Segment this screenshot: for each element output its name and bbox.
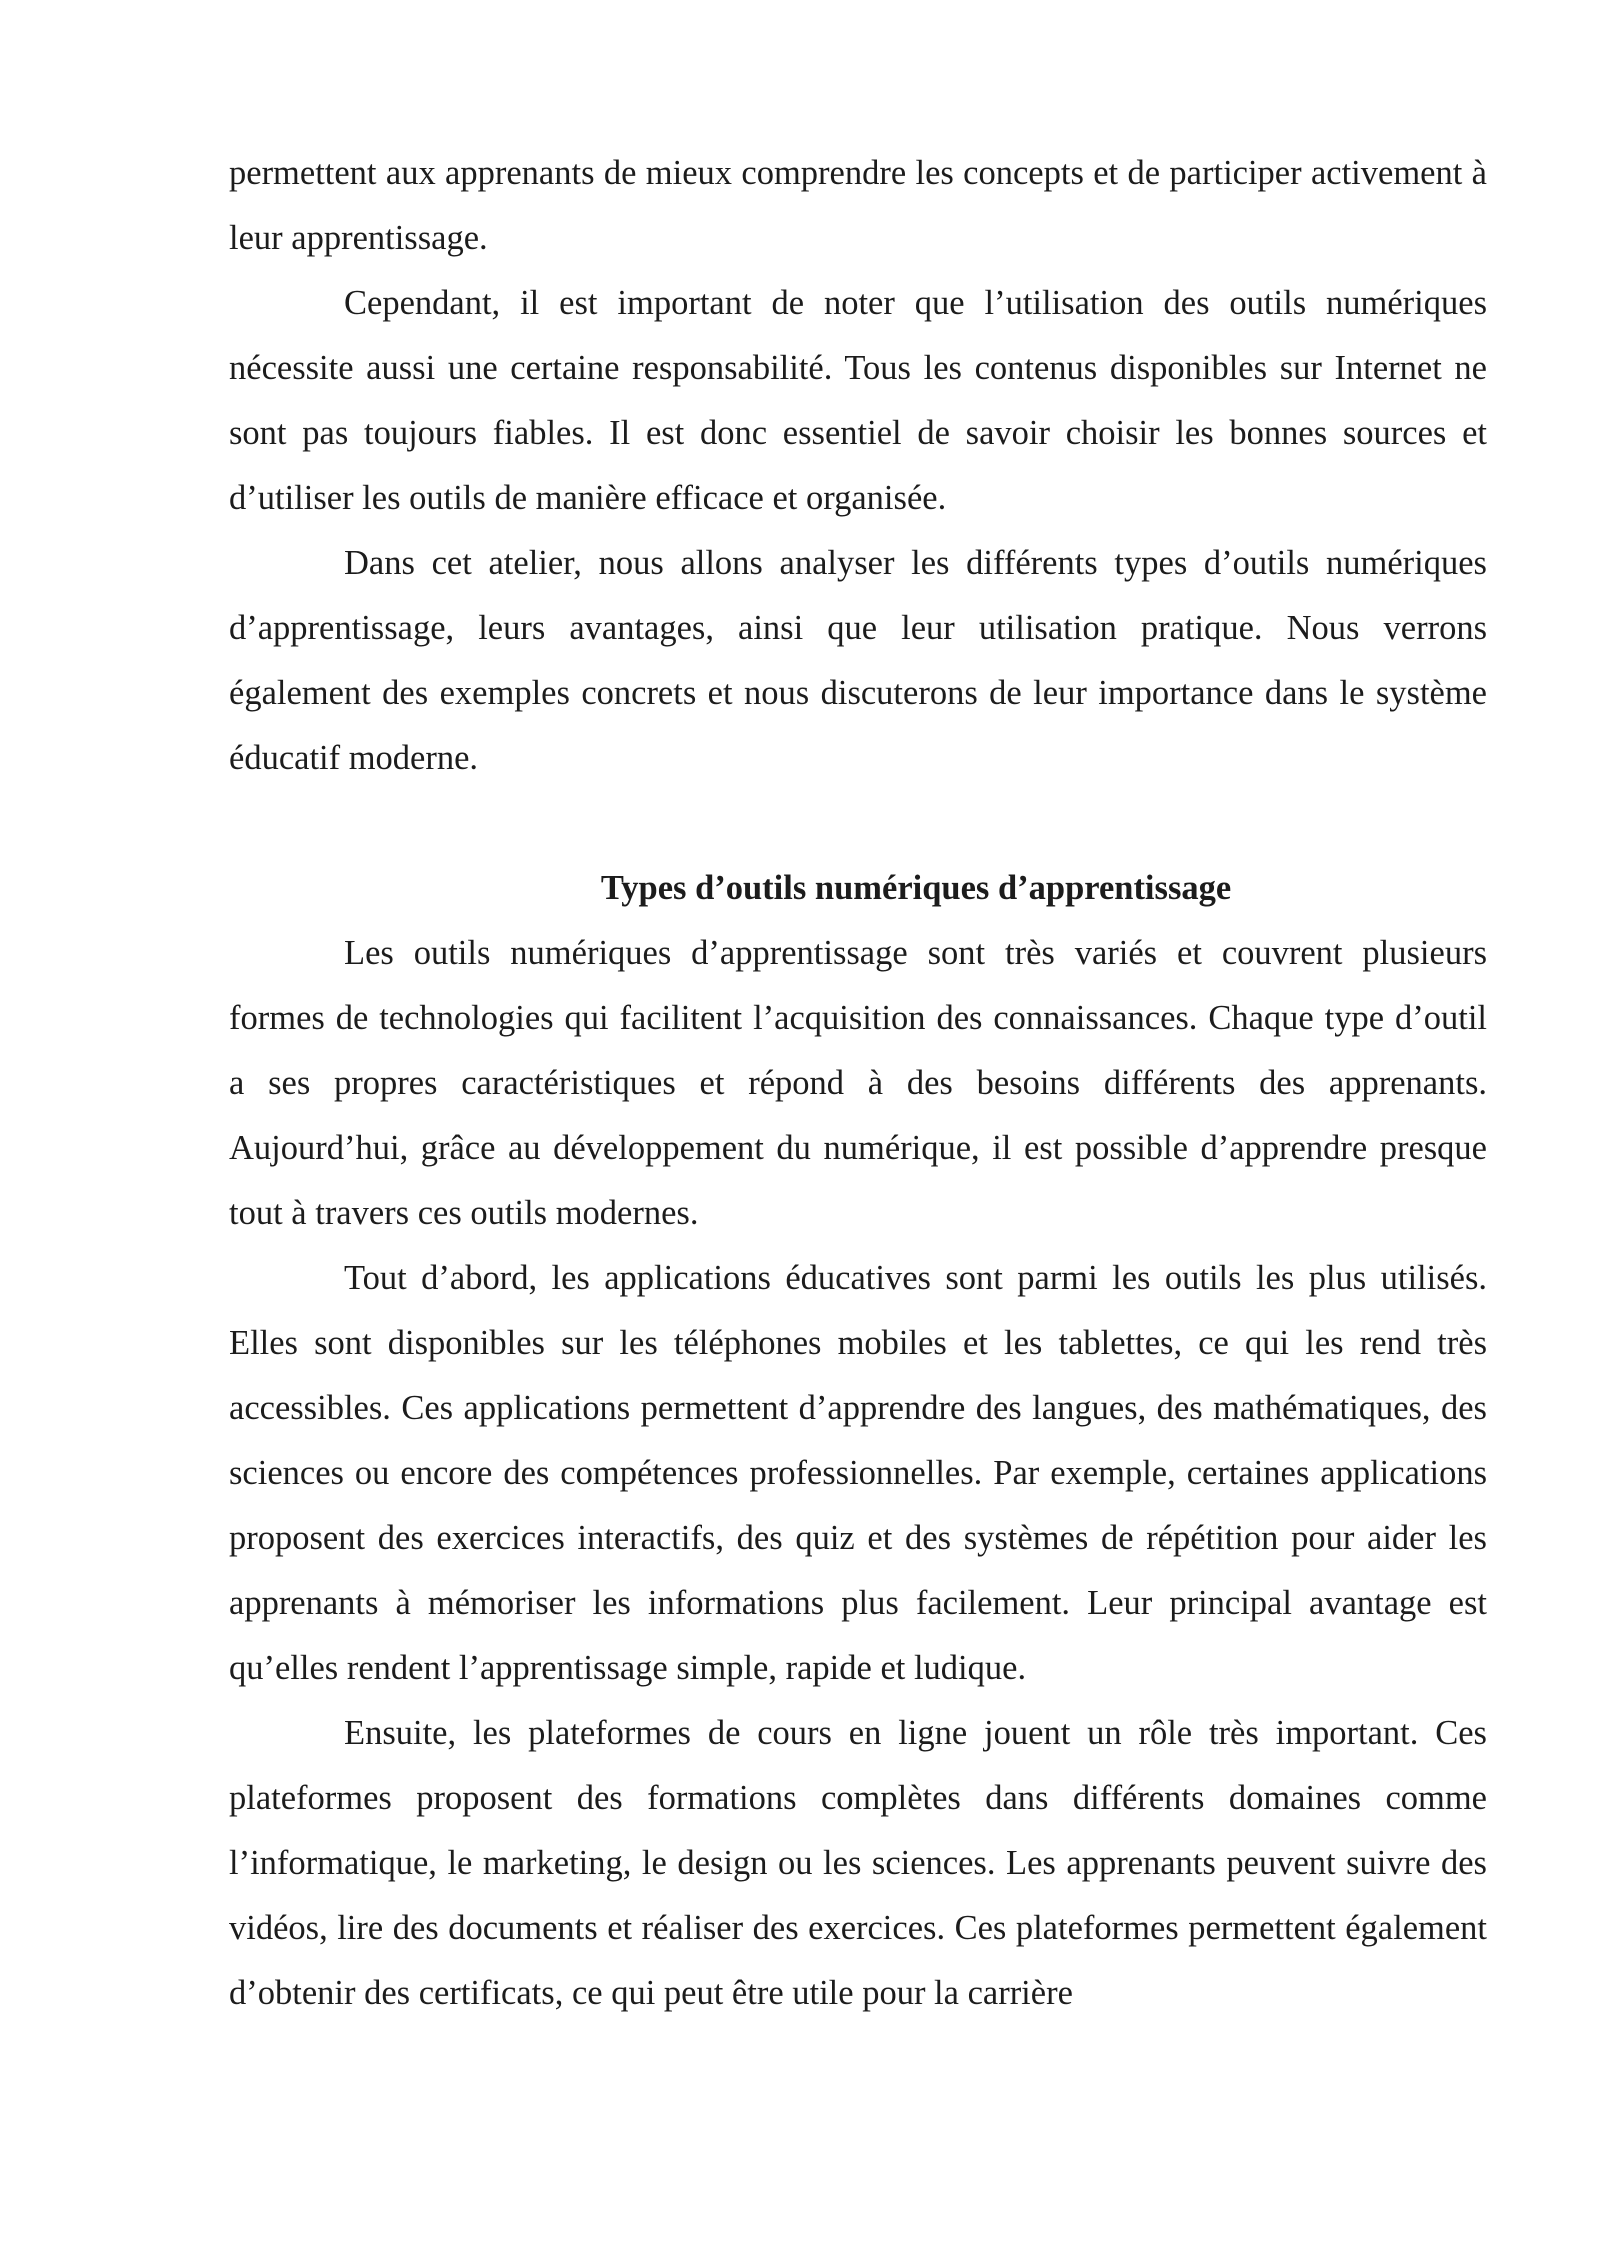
document-body	[229, 141, 1487, 2026]
paragraph-continuation: permettent aux apprenants de mieux comprendre les concepts et de participer activement à leur apprentissage.	[229, 154, 1487, 257]
section-heading: Types d’outils numériques d’apprentissage	[600, 869, 1232, 907]
paragraph-responsibility: Cependant, il est important de noter que l’utilisation des outils numériques nécessite aussi une certaine responsabilité. Tous les contenus disponibles sur Internet ne sont pas toujours fiables. Il est donc essentiel de savoir choisir les bonnes sources et d’utiliser les outils de manière efficace et organisée.	[229, 284, 1487, 517]
paragraph-online-platforms: Ensuite, les plateformes de cours en ligne jouent un rôle très important. Ces plateformes proposent des formations complètes dans différents domaines comme l’informatique, le marketing, le design ou les sciences. Les apprenants peuvent suivre des vidéos, lire des documents et réaliser des exercices. Ces plateformes permettent également d’obtenir des certificats, ce qui peut être utile pour la carrière	[229, 1714, 1487, 2012]
paragraph-tools-overview: Les outils numériques d’apprentissage sont très variés et couvrent plusieurs formes de technologies qui facilitent l’acquisition des connaissances. Chaque type d’outil a ses propres caractéristiques et répond à des besoins différents des apprenants. Aujourd’hui, grâce au développement du numérique, il est possible d’apprendre presque tout à travers ces outils modernes.	[229, 934, 1487, 1232]
paragraph-educational-apps: Tout d’abord, les applications éducatives sont parmi les outils les plus utilisés. Elles sont disponibles sur les téléphones mobiles et les tablettes, ce qui les rend très accessibles. Ces applications permettent d’apprendre des langues, des mathématiques, des sciences ou encore des compétences professionnelles. Par exemple, certaines applications proposent des exercices interactifs, des quiz et des systèmes de répétition pour aider les apprenants à mémoriser les informations plus facilement. Leur principal avantage est qu’elles rendent l’apprentissage simple, rapide et ludique.	[229, 1259, 1487, 1687]
paragraph-workshop-plan: Dans cet atelier, nous allons analyser les différents types d’outils numériques d’apprentissage, leurs avantages, ainsi que leur utilisation pratique. Nous verrons également des exemples concrets et nous discuterons de leur importance dans le système éducatif moderne.	[229, 544, 1487, 777]
